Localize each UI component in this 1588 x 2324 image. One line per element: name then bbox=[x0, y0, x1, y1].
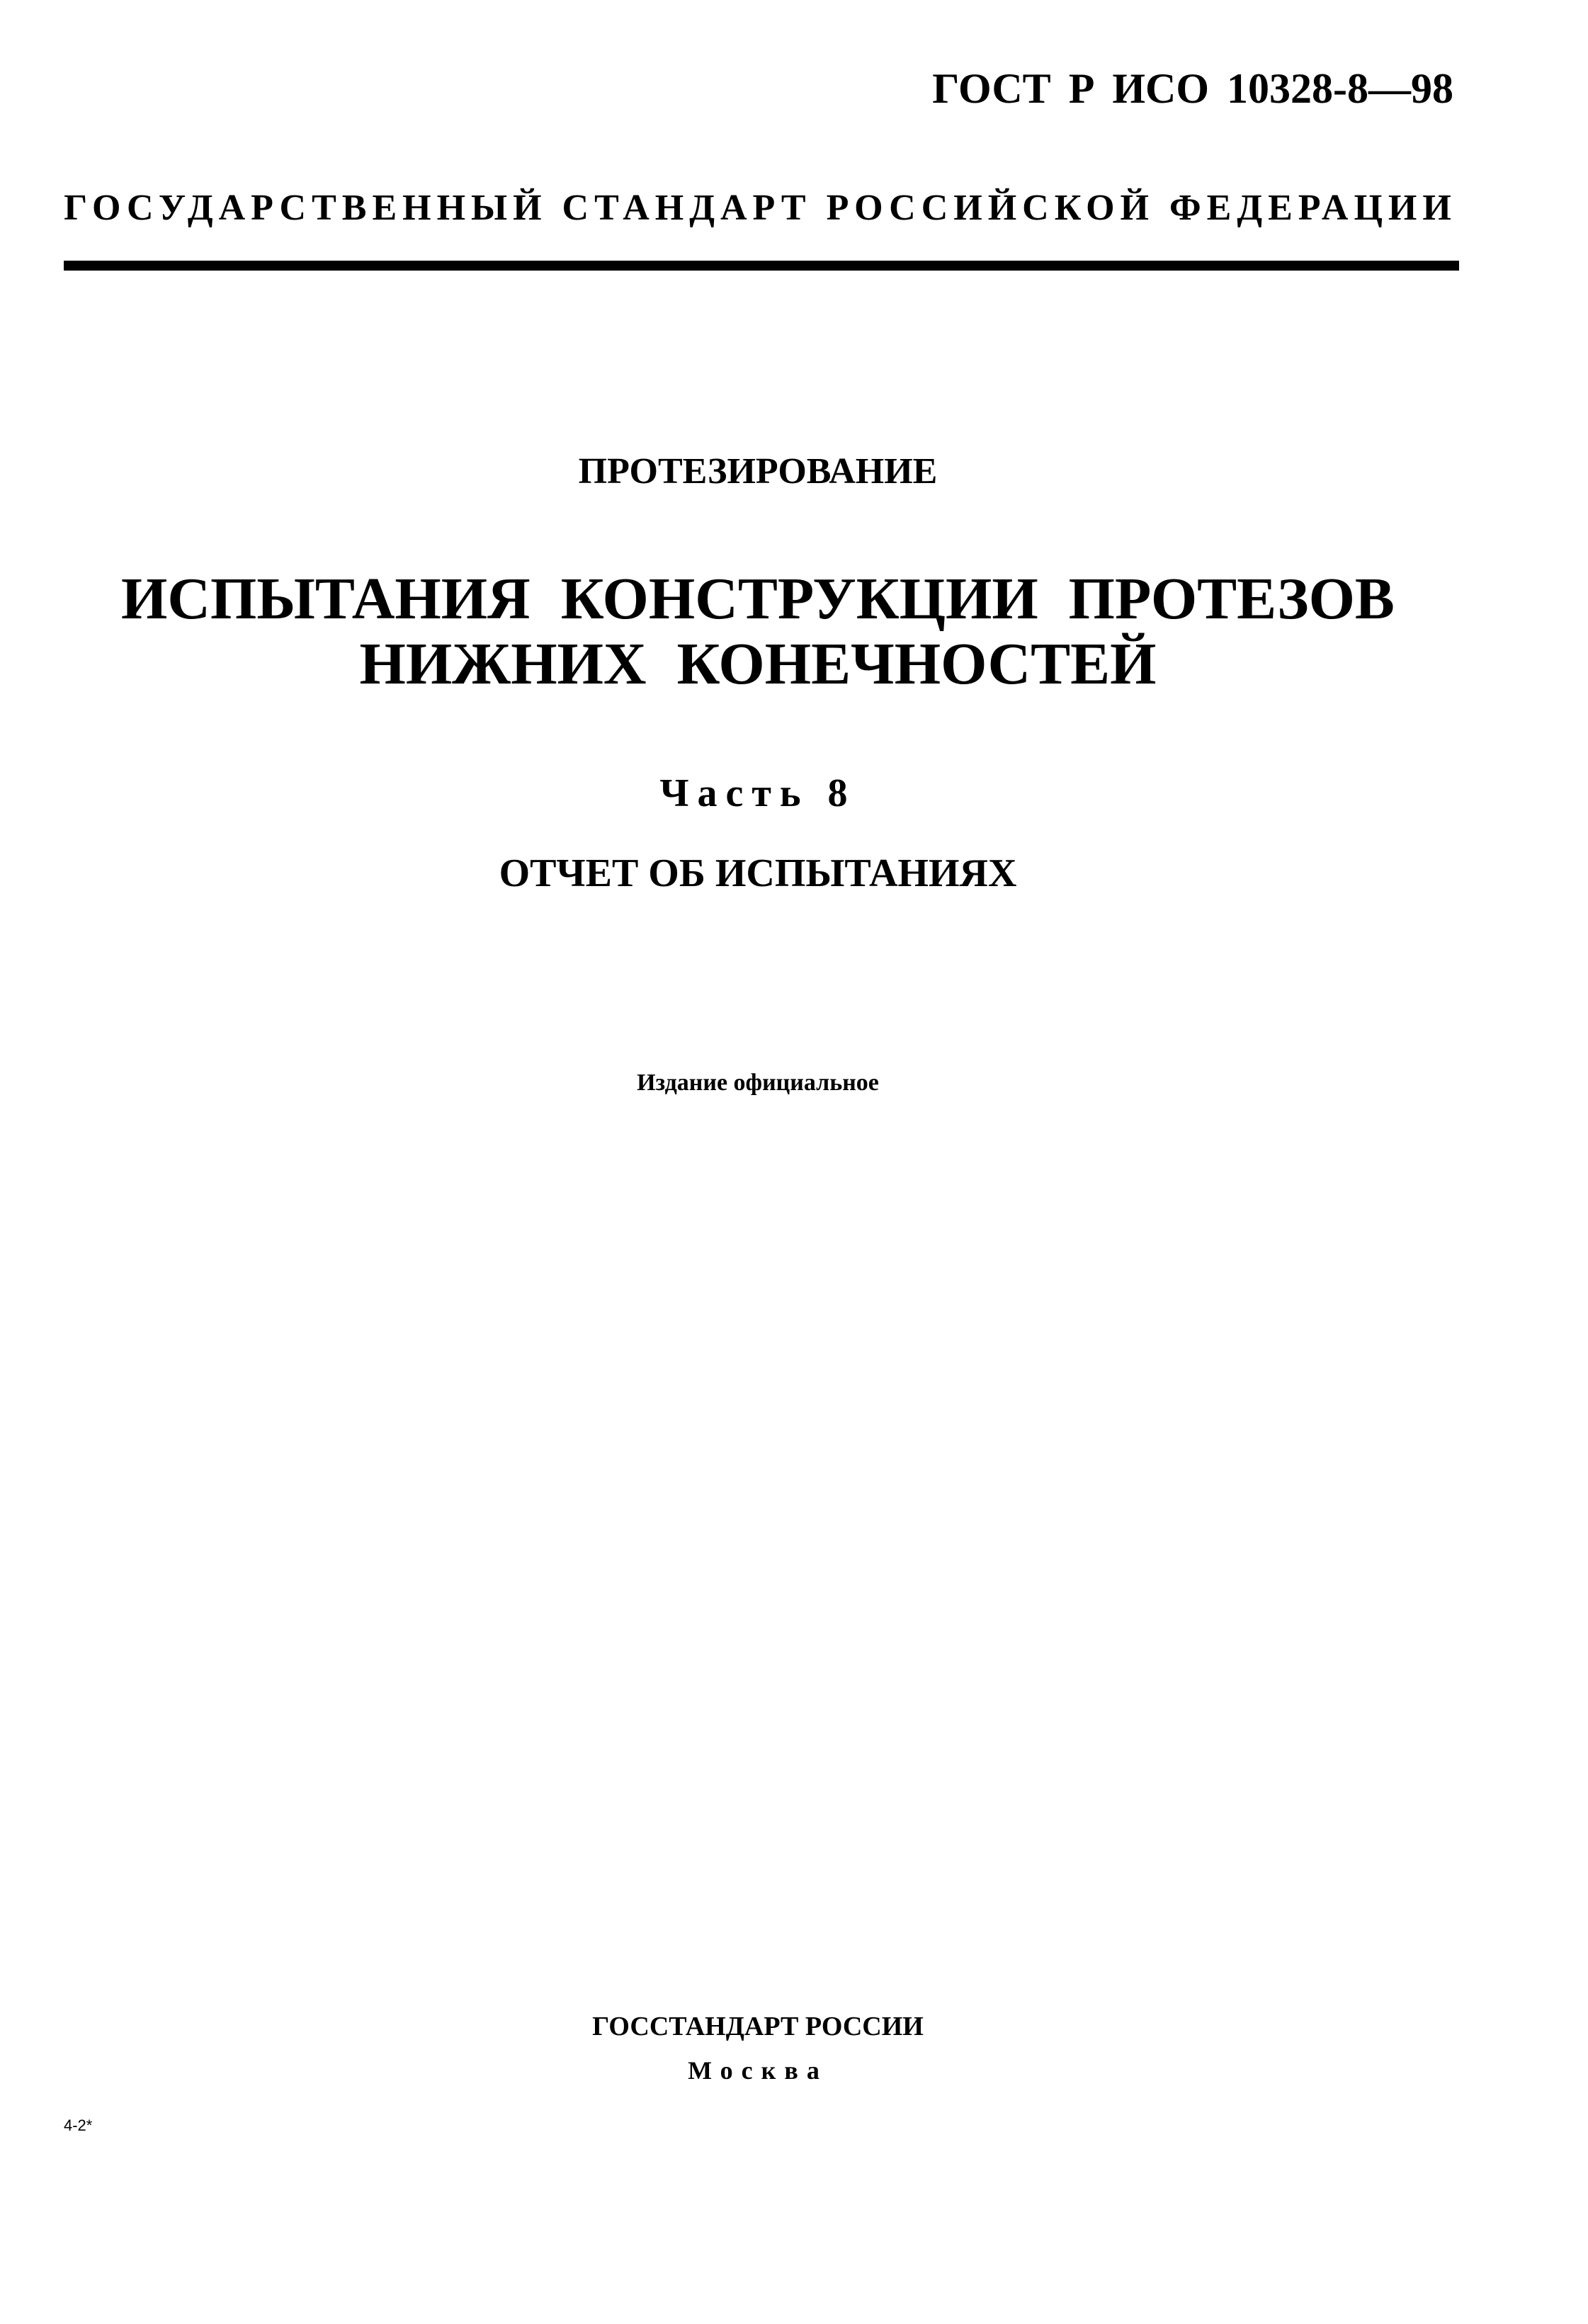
publisher-city: Москва bbox=[688, 2056, 828, 2085]
header-rule bbox=[64, 261, 1459, 271]
part-number: Часть 8 bbox=[659, 771, 856, 815]
edition-note: Издание официальное bbox=[637, 1070, 879, 1096]
standard-designation: ГОСТ Р ИСО 10328-8—98 bbox=[932, 65, 1453, 112]
document-title-line-2: НИЖНИХ КОНЕЧНОСТЕЙ bbox=[359, 631, 1157, 697]
state-standard-heading: ГОСУДАРСТВЕННЫЙ СТАНДАРТ РОССИЙСКОЙ ФЕДЕРАЦИИ bbox=[64, 188, 1457, 228]
publisher-name: ГОССТАНДАРТ РОССИИ bbox=[592, 2012, 924, 2041]
document-title bbox=[0, 567, 1516, 697]
document-category: ПРОТЕЗИРОВАНИЕ bbox=[578, 451, 938, 492]
document-title-line-1: ИСПЫТАНИЯ КОНСТРУКЦИИ ПРОТЕЗОВ bbox=[121, 566, 1395, 632]
document-subtitle: ОТЧЕТ ОБ ИСПЫТАНИЯХ bbox=[499, 851, 1017, 895]
sheet-mark: 4-2* bbox=[64, 2116, 93, 2134]
